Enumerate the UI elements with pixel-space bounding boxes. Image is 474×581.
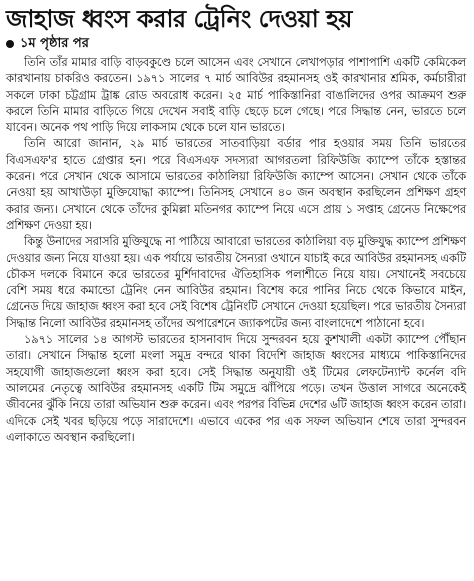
paragraph: কিন্তু উনাদের সরাসরি মুক্তিযুদ্ধে না পাঠিয়ে আবারো ভারতের কাঠালিয়া বড় মুক্তিযুদ্ধ ক্যাম্পে প্রশিক্ষণ দেওয়ার জন্য নিয়ে যাওয়া হয়। এক পর্যায়ে ভারতীয় সৈন্যরা ওখানে যাচাই করে আবিউর রহমানসহ একটি চৌকস দলকে বিমানে করে ভারতের মুর্শিদাবাদের ঐতিহাসিক পলাশীতে নিয়ে যায়। সেখানেই সবচেয়ে বেশি সময় ধরে কমান্ডো ট্রেনিং নেন আবিউর রহমান। বিশেষ করে পানির নিচে থেকে কিভাবে মাইন, গ্রেনেড দিয়ে জাহাজ ধ্বংস করা হবে সেই বিশেষ ট্রেনিংটি সেখানে দেওয়া হয়েছিল। পরে ভারতীয় সৈন্যরা সিদ্ধান্ত নিলো আবিউর রহমানসহ তাঁদের অপারেশনে জ্যাকপটের জন্য বাংলাদেশে পাঠানো হবে। xyxy=(6,234,466,330)
headline: জাহাজ ধ্বংস করার ট্রেনিং দেওয়া হয় xyxy=(6,5,352,33)
continued-from-line xyxy=(6,35,466,52)
paragraph: তিনি তাঁর মামার বাড়ি বাড়বকুণ্ডে চলে আসেন এবং সেখানে লেখাপড়ার পাশাপাশি একটি কেমিকেল কারখানায় চাকরিও করতেন। ১৯৭১ সালের ৭ মার্চ আবিউর রহমানসহ ওই কারখানার শ্রমিক, কর্মচারীরা সকলে ঢাকা চট্টগ্রাম ট্রাঙ্ক রোড অবরোধ করেন। ২৫ মার্চ পাকিস্তানিরা বাঙালিদের ওপর আক্রমণ শুরু করলে তিনি মামার বাড়িতে গিয়ে দেখেন সবাই বাড়ি ছেড়ে চলে গেছে। পরে সিদ্ধান্ত নেন, ভারতে চলে যাবেন। অনেক পথ পাড়ি দিয়ে লাকসাম থেকে চলে যান ভারতে। xyxy=(6,55,466,135)
bullet-icon xyxy=(6,40,14,48)
paragraph: তিনি আরো জানান, ২৯ মার্চ ভারতের সাতবাড়িয়া বর্ডার পার হওয়ার সময় তিনি ভারতের বিএসএফ'র হাতে গ্রেপ্তার হন। পরে বিএসএফ সদস্যরা আগরতলা রিফিউজি ক্যাম্পে তাঁকে হস্তান্তর করেন। পরে সেখান থেকে আসামে ভারতের কাঠালিয়া রিফিউজি ক্যাম্পে আসেন। সেখান থেকে তাঁকে নেওয়া হয় আখাউড়া মুক্তিযোদ্ধা ক্যাম্পে। তিনিসহ সেখানে ৪০ জন অবস্থান করছিলেন প্রশিক্ষণ গ্রহণ করার জন্য। সেখানে থেকে তাঁদের কুমিল্লা মতিনগর ক্যাম্পে নিয়ে এসে প্রায় ১ সপ্তাহ গ্রেনেড নিক্ষেপের প্রশিক্ষণ দেওয়া হয়। xyxy=(6,136,466,232)
continued-from-label: ১ম পৃষ্ঠার পর xyxy=(20,36,89,51)
paragraph: ১৯৭১ সালের ১৪ আগস্ট ভারতের হাসনাবাদ দিয়ে সুন্দরবন হয়ে কুশখালী একটা ক্যাম্পে পৌঁছান তারা। সেখানে সিদ্ধান্ত হলো মংলা সমুদ্র বন্দরে থাকা বিদেশি জাহাজ ধ্বংসের মাধ্যমে পাকিস্তানিদের সহযোগী জাহাজগুলো ধ্বংস করা হবে। সেই সিদ্ধান্ত অনুযায়ী ওই টিমের লেফটেন্যান্ট কর্নেল বদি আলমের নেতৃত্বে আবিউর রহমানসহ একটি টিম সমুদ্রে ঝাঁপিয়ে পড়ে। তখন উত্তাল সাগরে অনেকেই জীবনের ঝুঁকি নিয়ে তারা অভিযান শুরু করেন। এবং পরপর বিভিন্ন দেশের ৬টি জাহাজ ধ্বংস করেন তারা। এদিকে সেই খবর ছড়িয়ে পড়ে সারাদেশে। এভাবে একের পর এক সফল অভিযান শেষে তারা সুন্দরবন এলাকাতে অবস্থান করছিলো। xyxy=(6,332,466,444)
article-body xyxy=(6,54,466,445)
